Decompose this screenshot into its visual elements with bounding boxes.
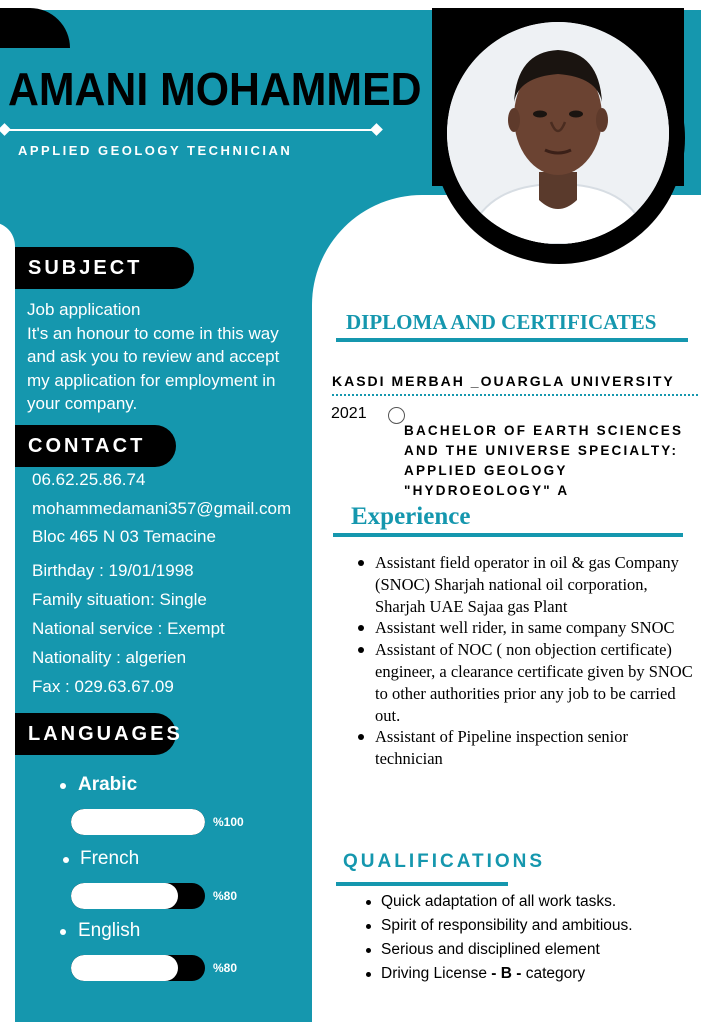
- phone-number: 06.62.25.86.74: [32, 470, 146, 489]
- license-suffix: category: [521, 965, 586, 982]
- subject-line: Job application: [27, 300, 141, 319]
- diploma-heading: DIPLOMA AND CERTIFICATES: [346, 310, 657, 334]
- experience-item: Assistant well rider, in same company SNOC: [354, 617, 694, 639]
- diploma-description: BACHELOR OF EARTH SCIENCES AND THE UNIVERSE SPECIALTY: APPLIED GEOLOGY "HYDROEOLOGY" A: [404, 423, 684, 498]
- experience-item: Assistant of Pipeline inspection senior technician: [354, 726, 694, 770]
- candidate-name: AMANI MOHAMMED: [8, 63, 422, 115]
- qualification-item: Quick adaptation of all work tasks.: [364, 890, 694, 914]
- french-level-fill: [71, 883, 178, 909]
- language-bullet: [60, 783, 66, 789]
- qualifications-underline: [336, 882, 508, 886]
- profile-photo: [447, 22, 669, 244]
- nationality: Nationality : algerien: [32, 648, 187, 667]
- language-bullet: [63, 857, 69, 863]
- name-divider: [4, 129, 378, 131]
- experience-item: Assistant of NOC ( non objection certificate) engineer, a clearance certificate given by SNOC to other authorities prior any job to be carried out.: [354, 639, 694, 726]
- university-divider: [332, 394, 698, 396]
- language-arabic: Arabic: [78, 774, 138, 795]
- french-level-bar: [71, 883, 205, 909]
- family-situation: Family situation: Single: [32, 590, 207, 609]
- english-level-fill: [71, 955, 178, 981]
- arabic-level-fill: [71, 809, 205, 835]
- license-class: - B -: [491, 965, 522, 982]
- language-french: French: [80, 848, 140, 869]
- birthday: Birthday : 19/01/1998: [32, 561, 194, 580]
- bottom-strip: [0, 1022, 701, 1026]
- national-service: National service : Exempt: [32, 619, 225, 638]
- experience-heading: Experience: [351, 503, 471, 530]
- diploma-year: 2021: [331, 405, 367, 422]
- french-percent: %80: [213, 889, 238, 903]
- subject-text: [27, 298, 297, 416]
- university-name: KASDI MERBAH _OUARGLA UNIVERSITY: [332, 373, 675, 389]
- fax-number: Fax : 029.63.67.09: [32, 677, 174, 696]
- subject-heading: SUBJECT: [15, 247, 194, 289]
- qualification-item-license: [364, 962, 694, 986]
- license-prefix: Driving License: [381, 965, 492, 982]
- qualification-item: Spirit of responsibility and ambitious.: [364, 914, 694, 938]
- left-edge-decoration: [0, 222, 15, 1032]
- experience-item: Assistant field operator in oil & gas Company (SNOC) Sharjah national oil corporation, Sharjah UAE Sajaa gas Plant: [354, 552, 694, 617]
- arabic-percent: %100: [213, 815, 244, 829]
- qualifications-heading: QUALIFICATIONS: [343, 851, 546, 872]
- language-bullet: [60, 929, 66, 935]
- qualification-item: Serious and disciplined element: [364, 938, 694, 962]
- person-portrait-icon: [447, 22, 669, 244]
- experience-list: [354, 552, 694, 770]
- job-title: APPLIED GEOLOGY TECHNICIAN: [18, 143, 293, 158]
- postal-address: Bloc 465 N 03 Temacine: [32, 527, 216, 546]
- email-address: mohammedamani357@gmail.com: [32, 499, 292, 518]
- qualifications-list: [364, 890, 694, 986]
- diploma-underline: [336, 338, 688, 342]
- english-percent: %80: [213, 961, 238, 975]
- arabic-level-bar: [71, 809, 205, 835]
- timeline-circle-icon: [388, 407, 405, 424]
- experience-underline: [333, 533, 683, 537]
- languages-heading: LANGUAGES: [15, 713, 176, 755]
- contact-heading: CONTACT: [15, 425, 176, 467]
- english-level-bar: [71, 955, 205, 981]
- language-english: English: [78, 920, 141, 941]
- subject-body: It's an honour to come in this way and ask you to review and accept my application for employment in your company.: [27, 323, 280, 413]
